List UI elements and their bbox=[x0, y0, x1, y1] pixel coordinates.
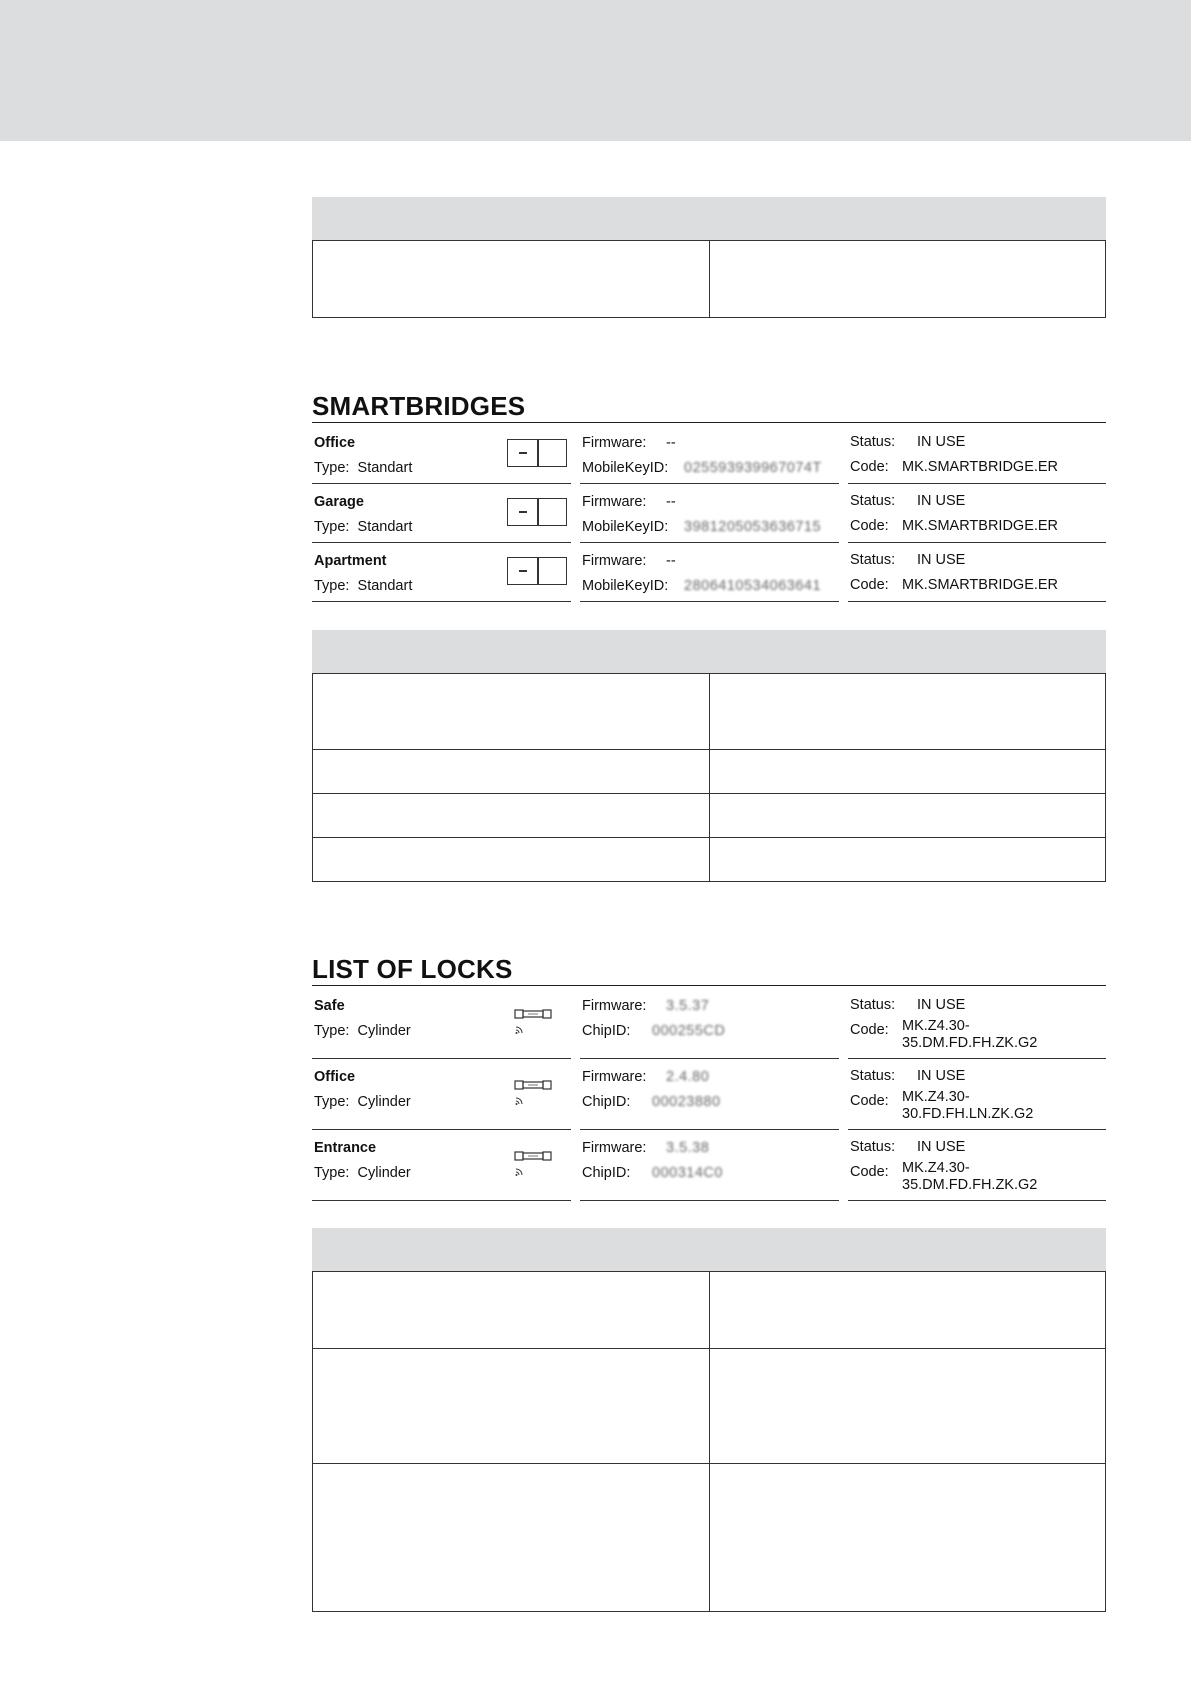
status-value: IN USE bbox=[917, 434, 966, 450]
code-value-line1: MK.Z4.30- bbox=[902, 1018, 970, 1034]
status-label: Status: bbox=[850, 552, 896, 568]
status-value: IN USE bbox=[917, 493, 966, 509]
table-row bbox=[313, 241, 1105, 317]
cylinder-lock-icon bbox=[514, 1150, 560, 1180]
bridge-name: Garage bbox=[314, 494, 364, 510]
status-label: Status: bbox=[850, 493, 896, 509]
code-value-line1: MK.Z4.30- bbox=[902, 1160, 970, 1176]
bridge-type: Standart bbox=[357, 578, 413, 594]
code-label: Code: bbox=[850, 1164, 889, 1180]
chipid-value: 000255CD bbox=[652, 1023, 726, 1039]
smartbridge-icon bbox=[507, 439, 567, 467]
list-item bbox=[312, 543, 1106, 602]
bridge-status bbox=[848, 543, 1106, 602]
lock-type: Cylinder bbox=[357, 1023, 411, 1039]
locks-title: LIST OF LOCKS bbox=[312, 954, 1106, 986]
firmware-label: Firmware: bbox=[582, 998, 647, 1014]
table-3-header bbox=[312, 1228, 1106, 1271]
list-item bbox=[312, 1059, 1106, 1130]
table-cell bbox=[709, 750, 1106, 793]
table-row bbox=[313, 837, 1105, 881]
lock-status bbox=[848, 988, 1106, 1059]
lock-firmware bbox=[580, 1130, 839, 1201]
status-value: IN USE bbox=[917, 552, 966, 568]
table-cell bbox=[313, 794, 709, 837]
code-label: Code: bbox=[850, 459, 889, 475]
code-value-line1: MK.Z4.30- bbox=[902, 1089, 970, 1105]
smartbridges-title: SMARTBRIDGES bbox=[312, 391, 1106, 423]
mobilekey-label: MobileKeyID: bbox=[582, 519, 669, 535]
code-label: Code: bbox=[850, 577, 889, 593]
smartbridges-list bbox=[312, 425, 1106, 602]
lock-type: Cylinder bbox=[357, 1165, 411, 1181]
lock-name: Safe bbox=[314, 998, 345, 1014]
firmware-label: Firmware: bbox=[582, 553, 647, 569]
bridge-status bbox=[848, 425, 1106, 484]
chipid-label: ChipID: bbox=[582, 1094, 631, 1110]
table-cell bbox=[709, 1349, 1106, 1463]
table-row bbox=[313, 1463, 1105, 1611]
table-2 bbox=[312, 673, 1106, 882]
table-row bbox=[313, 674, 1105, 749]
code-label: Code: bbox=[850, 518, 889, 534]
table-cell bbox=[313, 750, 709, 793]
lock-info bbox=[312, 1130, 571, 1201]
mobilekey-value: 025593939967074T bbox=[684, 460, 822, 476]
code-label: Code: bbox=[850, 1022, 889, 1038]
table-cell bbox=[313, 1349, 709, 1463]
lock-status bbox=[848, 1130, 1106, 1201]
mobilekey-label: MobileKeyID: bbox=[582, 460, 669, 476]
bridge-firmware bbox=[580, 425, 839, 484]
code-value-line2: 30.FD.FH.LN.ZK.G2 bbox=[902, 1106, 1034, 1122]
code-label: Code: bbox=[850, 1093, 889, 1109]
bridge-firmware bbox=[580, 543, 839, 602]
mobilekey-label: MobileKeyID: bbox=[582, 578, 669, 594]
firmware-label: Firmware: bbox=[582, 435, 647, 451]
table-cell bbox=[313, 674, 709, 749]
lock-info bbox=[312, 1059, 571, 1130]
bridge-type: Standart bbox=[357, 519, 413, 535]
status-label: Status: bbox=[850, 997, 896, 1013]
lock-status bbox=[848, 1059, 1106, 1130]
mobilekey-value: 2806410534063641 bbox=[684, 578, 822, 594]
list-item bbox=[312, 1130, 1106, 1201]
table-cell bbox=[313, 838, 709, 881]
locks-list bbox=[312, 988, 1106, 1201]
lock-name: Office bbox=[314, 1069, 356, 1085]
bridge-type: Standart bbox=[357, 460, 413, 476]
code-value-line2: 35.DM.FD.FH.ZK.G2 bbox=[902, 1177, 1038, 1193]
chipid-label: ChipID: bbox=[582, 1023, 631, 1039]
table-row bbox=[313, 793, 1105, 837]
status-value: IN USE bbox=[917, 997, 966, 1013]
cylinder-lock-icon bbox=[514, 1079, 560, 1109]
code-value: MK.SMARTBRIDGE.ER bbox=[902, 577, 1059, 593]
lock-type: Cylinder bbox=[357, 1094, 411, 1110]
smartbridge-icon bbox=[507, 557, 567, 585]
status-value: IN USE bbox=[917, 1139, 966, 1155]
page-header-band bbox=[0, 0, 1191, 141]
mobilekey-value: 3981205053636715 bbox=[684, 519, 822, 535]
status-value: IN USE bbox=[917, 1068, 966, 1084]
table-row bbox=[313, 1348, 1105, 1463]
lock-firmware bbox=[580, 1059, 839, 1130]
table-cell bbox=[709, 838, 1106, 881]
code-value: MK.SMARTBRIDGE.ER bbox=[902, 459, 1059, 475]
chipid-value: 00023880 bbox=[652, 1094, 721, 1110]
table-cell bbox=[709, 1464, 1106, 1611]
table-1-header bbox=[312, 197, 1106, 240]
table-cell bbox=[709, 241, 1106, 317]
firmware-value: 3.5.38 bbox=[666, 1140, 710, 1156]
table-1 bbox=[312, 240, 1106, 318]
list-item bbox=[312, 988, 1106, 1059]
bridge-info bbox=[312, 484, 571, 543]
firmware-value: -- bbox=[666, 553, 676, 569]
table-row bbox=[313, 749, 1105, 793]
table-cell bbox=[709, 1272, 1106, 1348]
table-cell bbox=[313, 241, 709, 317]
firmware-value: -- bbox=[666, 494, 676, 510]
chipid-label: ChipID: bbox=[582, 1165, 631, 1181]
status-label: Status: bbox=[850, 434, 896, 450]
cylinder-lock-icon bbox=[514, 1008, 560, 1038]
firmware-label: Firmware: bbox=[582, 1140, 647, 1156]
type-label: Type: bbox=[314, 1094, 350, 1110]
code-value-line2: 35.DM.FD.FH.ZK.G2 bbox=[902, 1035, 1038, 1051]
list-item bbox=[312, 425, 1106, 484]
bridge-firmware bbox=[580, 484, 839, 543]
chipid-value: 000314C0 bbox=[652, 1165, 723, 1181]
type-label: Type: bbox=[314, 1023, 350, 1039]
lock-name: Entrance bbox=[314, 1140, 377, 1156]
type-label: Type: bbox=[314, 1165, 350, 1181]
code-value: MK.SMARTBRIDGE.ER bbox=[902, 518, 1059, 534]
list-item bbox=[312, 484, 1106, 543]
table-2-header bbox=[312, 630, 1106, 673]
bridge-status bbox=[848, 484, 1106, 543]
status-label: Status: bbox=[850, 1068, 896, 1084]
firmware-value: -- bbox=[666, 435, 676, 451]
bridge-info bbox=[312, 425, 571, 484]
lock-firmware bbox=[580, 988, 839, 1059]
table-3 bbox=[312, 1271, 1106, 1612]
type-label: Type: bbox=[314, 578, 350, 594]
table-cell bbox=[313, 1464, 709, 1611]
bridge-name: Office bbox=[314, 435, 356, 451]
bridge-name: Apartment bbox=[314, 553, 387, 569]
lock-info bbox=[312, 988, 571, 1059]
firmware-label: Firmware: bbox=[582, 1069, 647, 1085]
status-label: Status: bbox=[850, 1139, 896, 1155]
firmware-value: 3.5.37 bbox=[666, 998, 710, 1014]
firmware-label: Firmware: bbox=[582, 494, 647, 510]
table-cell bbox=[709, 674, 1106, 749]
table-row bbox=[313, 1272, 1105, 1348]
bridge-info bbox=[312, 543, 571, 602]
smartbridge-icon bbox=[507, 498, 567, 526]
type-label: Type: bbox=[314, 460, 350, 476]
table-cell bbox=[313, 1272, 709, 1348]
firmware-value: 2.4.80 bbox=[666, 1069, 710, 1085]
type-label: Type: bbox=[314, 519, 350, 535]
table-cell bbox=[709, 794, 1106, 837]
